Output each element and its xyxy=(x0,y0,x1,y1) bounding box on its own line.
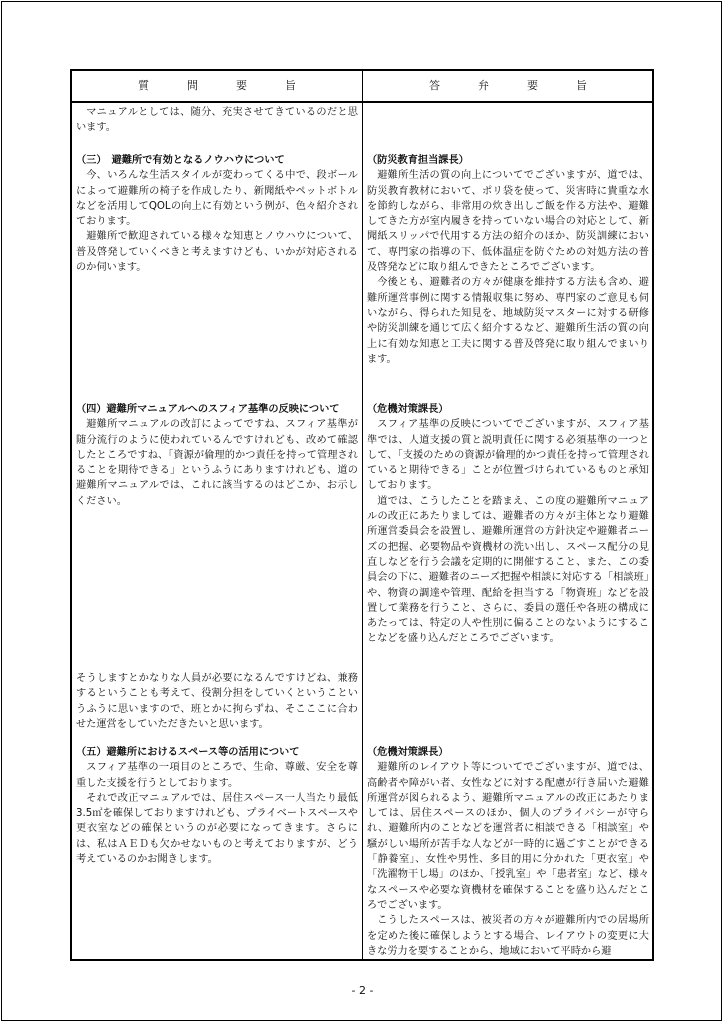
question-paragraph: 今、いろんな生活スタイルが変わってくる中で、段ボールによって避難所の椅子を作成したり、新聞紙やペットボトルなどを活用してQOLの向上に有効という例が、色々紹介されております。 xyxy=(76,170,358,228)
question-paragraph: 避難所マニュアルの改訂によってですね、スフィア基準が随分流行のように使われているんですけれども、改めて確認したところですね、「資源が倫理的かつ責任を持って管理されることを期待できる」というふうにありますけれども、道の避難所マニュアルでは、これに該当するのはどこか、お示しください。 xyxy=(76,419,358,507)
answer-paragraph: 避難所のレイアウト等についてでございますが、道では、高齢者や障がい者、女性などに対する配慮が行き届いた避難所運営が図られるよう、避難所マニュアルの改正にあたりましては、居住スペースのほか、個人のプライバシーが守られ、避難所内のことなどを運営者に相談できる「相談室」や騒がしい場所が苦手な人などが一時的に過ごすことができる「静養室」、女性や男性、多目的用に分かれた「更衣室」や「洗濯物干し場」のほか、「授乳室」や「患者室」など、様々なスペースや必要な資機材を確保することを盛り込んだところでございます。 xyxy=(367,762,649,911)
answer-paragraph: 道では、こうしたことを踏まえ、この度の避難所マニュアルの改正にあたりましては、避難者の方々が主体となり避難所運営委員会を設置し、避難所運営の方針決定や避難者ニーズの把握、必要物品や資機材の洗い出し、スペース配分の見直しなどを行う会議を定期的に開催すること、また、この委員会の下に、避難者のニーズ把握や相談に対応する「相談班」や、物資の調達や管理、配給を担当する「物資班」などを設置して業務を行うこと、さらに、委員の選任や各班の構成にあたっては、特定の人や性別に偏ることのないようにすることなどを盛り込んだところでございます。 xyxy=(367,495,649,645)
question-paragraph: そうしますとかなりな人員が必要になるんですけどね、兼務するということも考えて、役割分担をしていくというこというふうに思いますので、班とかに拘らずね、そこここに合わせた運営をしていただきたいと思います。 xyxy=(76,673,358,730)
answer-paragraph: 今後とも、避難者の方々が健康を維持する方法も含め、避難所運営事例に関する情報収集に努め、専門家のご意見も伺いながら、得られた知見を、地域防災マスターに対する研修や防災訓練を通じて広く紹介するなど、避難所生活の質の向上に有効な知恵と工夫に関する普及啓発に取り組んでまいります。 xyxy=(367,277,649,365)
answer-block-5 xyxy=(367,745,649,959)
page-number: - 2 - xyxy=(351,984,374,997)
header-answer-summary: 答弁要旨 xyxy=(429,79,625,92)
qa-table xyxy=(70,69,654,961)
question-block-intro xyxy=(76,105,358,136)
question-paragraph: マニュアルとしては、随分、充実させてきているのだと思います。 xyxy=(76,107,358,134)
question-block-3 xyxy=(76,153,358,275)
answer-heading-5: （危機対策課長） xyxy=(367,747,449,758)
answer-paragraph: こうしたスペースは、被災者の方々が避難所内での居場所を定めた後に確保しようとする場合、レイアウトの変更に大きな労力を要することから、地域において平時から避 xyxy=(367,915,649,957)
question-paragraph: 避難所で歓迎されている様々な知恵とノウハウについて、普及啓発していくべきと考えますけども、いかが対応されるのか伺います。 xyxy=(76,231,358,274)
question-block-followup xyxy=(76,671,358,732)
header-question-summary: 質問要旨 xyxy=(138,79,334,92)
answer-paragraph: 避難所生活の質の向上についてでございますが、道では、防災教育教材において、ポリ袋を使って、災害時に貴重な水を節約しながら、非常用の炊き出しご飯を作る方法や、避難してきた方が室内履きを持っていない場合の対応として、新聞紙スリッパで代用する方法の紹介のほか、防災訓練において、専門家の指導の下、低体温症を防ぐための対処方法の普及啓発などに取り組んできたところでございます。 xyxy=(367,170,649,274)
question-heading-4: （四）避難所マニュアルへのスフィア基準の反映について xyxy=(76,404,340,415)
question-paragraph: それで改正マニュアルでは、居住スペース一人当たり最低3.5㎡を確保しておりますけれども、プライベートスペースや更衣室などの確保というのが必要になってきます。さらには、私はＡＥＤも欠かせないものと考えておりますが、どう考えているのかお聞きします。 xyxy=(76,792,358,866)
answer-heading-4: （危機対策課長） xyxy=(367,404,449,415)
answer-block-3 xyxy=(367,153,649,367)
column-divider xyxy=(362,71,363,959)
answer-block-4 xyxy=(367,402,649,647)
question-paragraph: スフィア基準の一項目のところで、生命、尊厳、安全を尊重した支援を行うとしております。 xyxy=(76,762,358,789)
question-heading-3: （三） 避難所で有効となるノウハウについて xyxy=(76,155,285,166)
question-block-4 xyxy=(76,402,358,509)
question-block-5 xyxy=(76,745,358,867)
question-heading-5: （五）避難所におけるスペース等の活用について xyxy=(76,747,300,758)
answer-heading-3: （防災教育担当課長） xyxy=(367,155,469,166)
answer-paragraph: スフィア基準の反映についてでございますが、スフィア基準では、人道支援の質と説明責任に関する必須基準の一つとして、「支援のための資源が倫理的かつ責任を持って管理されていると期待できる」ことが位置づけられているものと承知しております。 xyxy=(367,419,649,492)
